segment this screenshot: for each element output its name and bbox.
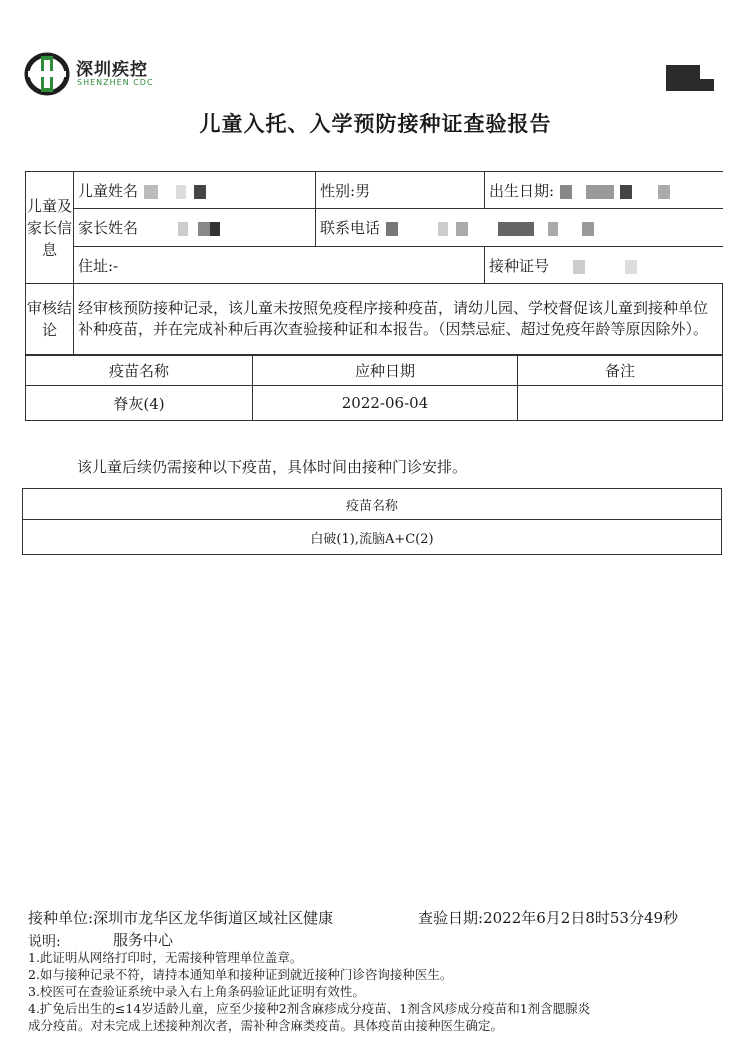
- logo-name-en: SHENZHEN CDC: [77, 78, 154, 87]
- next-vaccine-header: 疫苗名称: [23, 489, 722, 520]
- redacted-mark: [194, 185, 206, 199]
- phone-label: 联系电话: [320, 219, 381, 237]
- vaccine-name-cell: 脊灰(4): [26, 386, 253, 421]
- redacted-birth-date: [560, 185, 572, 199]
- redacted-parent-name: [178, 222, 188, 236]
- info-table: [25, 171, 723, 355]
- child-name-label: 儿童姓名: [78, 181, 139, 200]
- vaccine-note-cell: [518, 386, 723, 421]
- cert-number-label: 接种证号: [489, 256, 550, 275]
- gender-label: 性别:: [320, 181, 356, 200]
- redacted-parent-name: [210, 222, 220, 236]
- redacted-phone: [456, 222, 468, 236]
- note-line: 成分疫苗。对未完成上述接种剂次者，需补种含麻类疫苗。具体疫苗由接种医生确定。: [28, 1018, 504, 1033]
- table-row: [26, 386, 723, 421]
- note-line: 4.扩免后出生的≤14岁适龄儿童，应至少接种2剂含麻疹成分疫苗、1剂含风疹成分疫苗和1剂含腮腺炎: [28, 1001, 591, 1016]
- birth-date-label: 出生日期:: [489, 181, 555, 200]
- address-label: 住址:-: [78, 256, 119, 275]
- logo-name-cn: 深圳疾控: [76, 60, 148, 80]
- redacted-mark: [176, 185, 186, 199]
- unit-value-continued: 服务中心: [113, 931, 174, 949]
- redacted-birth-date: [658, 185, 670, 199]
- note-line: 2.如与接种记录不符，请持本通知单和接种证到就近接种门诊咨询接种医生。: [28, 967, 453, 982]
- cert-number-cell: [485, 247, 723, 284]
- redaction-gap: [700, 65, 714, 79]
- conclusion-section-label: 审核结论: [26, 284, 74, 355]
- vaccine-table-header: 疫苗名称: [26, 356, 253, 386]
- next-vaccine-value: 白破(1),流脑A+C(2): [23, 520, 722, 555]
- gender-value: 男: [355, 181, 371, 200]
- report-title: 儿童入托、入学预防接种证查验报告: [199, 111, 552, 136]
- cdc-logo-icon: [24, 52, 70, 96]
- check-date-label: 查验日期:: [418, 909, 484, 927]
- vaccine-table: [25, 355, 723, 421]
- redacted-phone: [548, 222, 558, 236]
- redacted-cert-number: [573, 260, 585, 274]
- unit-value: 深圳市龙华区龙华街道区域社区健康: [93, 909, 334, 927]
- info-section-label: 儿童及家长信息: [26, 172, 74, 284]
- cdc-logo: [24, 52, 174, 96]
- parent-name-cell: [74, 209, 316, 247]
- redacted-birth-date: [586, 185, 614, 199]
- redacted-phone: [438, 222, 448, 236]
- vaccine-table-header: 备注: [518, 356, 723, 386]
- redacted-cert-number: [625, 260, 637, 274]
- conclusion-text: 经审核预防接种记录，该儿童未按照免疫程序接种疫苗，请幼儿园、学校督促该儿童到接种单位补种疫苗，并在完成补种后再次查验接种证和本报告。（因禁忌症、超过免疫年龄等原因除外）。: [74, 284, 723, 355]
- child-name-cell: [74, 172, 316, 209]
- footer-unit-line: [28, 907, 333, 928]
- next-vaccine-table: [22, 488, 722, 555]
- vaccine-date-cell: 2022-06-04: [253, 386, 518, 421]
- address-cell: [74, 247, 485, 284]
- redacted-child-name: [144, 185, 158, 199]
- check-date-value: 2022年6月2日8时53分49秒: [483, 909, 679, 927]
- redacted-phone: [386, 222, 398, 236]
- unit-label: 接种单位:: [28, 909, 94, 927]
- check-date-line: [418, 907, 678, 928]
- vaccine-table-header: 应种日期: [253, 356, 518, 386]
- gender-cell: [316, 172, 485, 209]
- redacted-phone: [582, 222, 594, 236]
- parent-name-label: 家长姓名: [78, 219, 139, 237]
- note-line: 3.校医可在查验证系统中录入右上角条码验证此证明有效性。: [28, 984, 365, 999]
- redacted-birth-date: [620, 185, 632, 199]
- notes-label: 说明:: [28, 934, 61, 950]
- note-line: 1.此证明从网络打印时，无需接种管理单位盖章。: [28, 950, 303, 965]
- redacted-parent-name: [198, 222, 210, 236]
- phone-cell: [316, 209, 723, 247]
- redacted-phone: [498, 222, 534, 236]
- followup-text: 该儿童后续仍需接种以下疫苗，具体时间由接种门诊安排。: [77, 458, 468, 476]
- birth-date-cell: [485, 172, 723, 209]
